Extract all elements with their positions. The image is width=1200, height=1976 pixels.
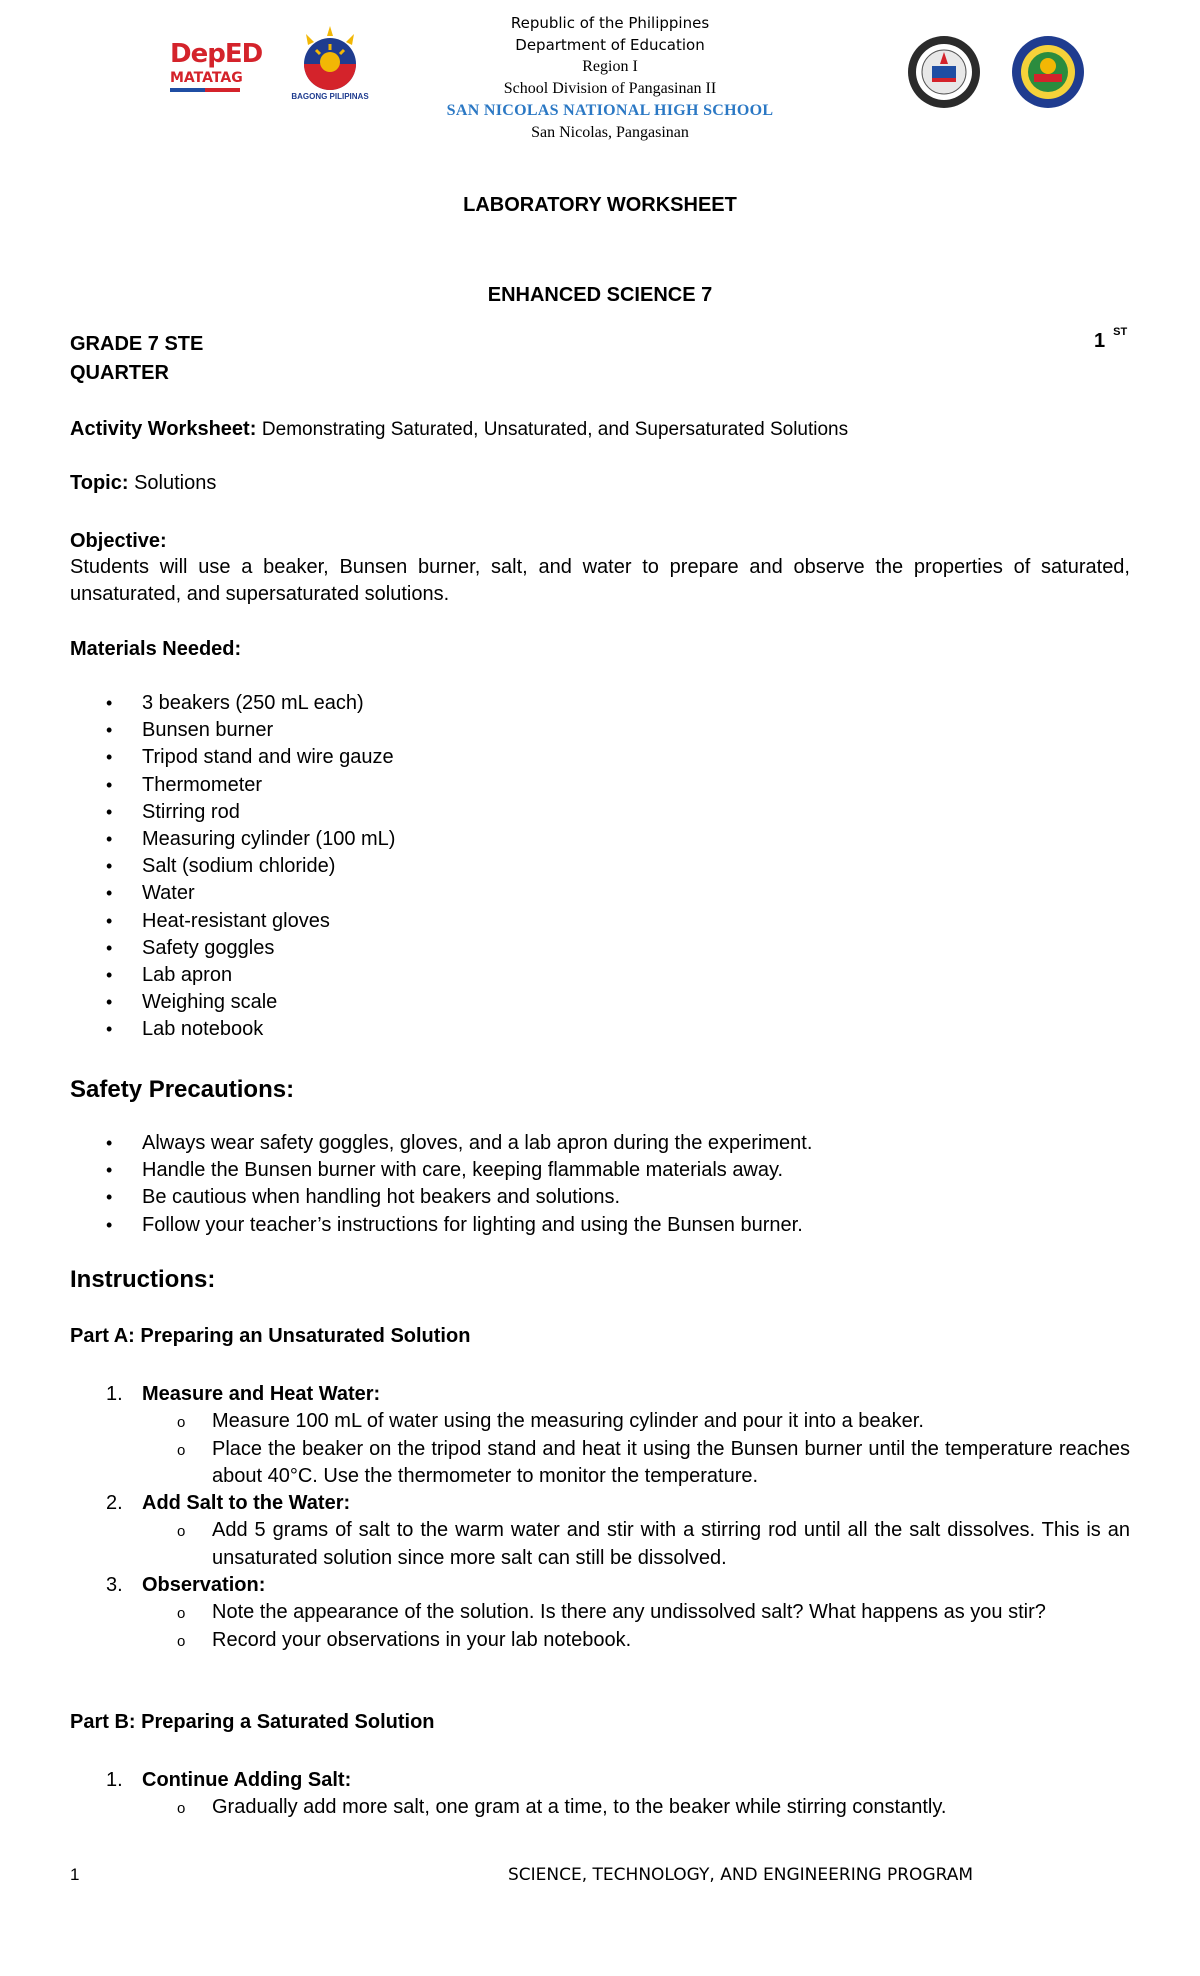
list-item: • Water — [70, 880, 1130, 907]
snnhs-seal — [906, 34, 982, 110]
worksheet-title: LABORATORY WORKSHEET — [463, 194, 737, 216]
instructions-heading: Instructions: — [70, 1266, 216, 1293]
list-item: • Tripod stand and wire gauze — [70, 744, 1130, 771]
header-republic: Republic of the Philippines — [510, 14, 710, 32]
quarter-suffix: ST — [1113, 326, 1128, 339]
pangasinan-division-seal — [1010, 34, 1086, 110]
matatag-underline — [170, 88, 240, 92]
list-item: • Always wear safety goggles, gloves, and a lab apron during the experiment. — [70, 1130, 1130, 1157]
part-b-heading: Part B: Preparing a Saturated Solution — [70, 1711, 435, 1733]
sub-step: o Gradually add more salt, one gram at a time, to the beaker while stirring constantly. — [70, 1794, 1130, 1821]
bagong-pilipinas-label: BAGONG PILIPINAS — [291, 92, 369, 101]
grade-label: GRADE 7 STE — [70, 333, 204, 355]
safety-list — [70, 1130, 1130, 1239]
list-item: • Be cautious when handling hot beakers and solutions. — [70, 1184, 1130, 1211]
deped-logo-text: DepED — [170, 39, 263, 69]
bagong-pilipinas-emblem-icon — [288, 24, 372, 94]
list-item: • 3 beakers (250 mL each) — [70, 690, 1130, 717]
part-a-heading: Part A: Preparing an Unsaturated Solution — [70, 1325, 471, 1347]
list-item: • Bunsen burner — [70, 717, 1130, 744]
header-region: Region I — [582, 58, 638, 75]
list-item: • Lab notebook — [70, 1016, 1130, 1043]
list-item: • Salt (sodium chloride) — [70, 853, 1130, 880]
step-title: Continue Adding Salt: — [142, 1769, 352, 1791]
quarter-label: QUARTER — [70, 362, 169, 384]
list-item: • Weighing scale — [70, 989, 1130, 1016]
sub-step: o Measure 100 mL of water using the measuring cylinder and pour it into a beaker. — [70, 1408, 1130, 1435]
division-seal-icon — [1010, 34, 1086, 110]
activity-value: Demonstrating Saturated, Unsaturated, and Supersaturated Solutions — [261, 419, 849, 440]
header-division: School Division of Pangasinan II — [503, 80, 717, 97]
document-header — [400, 12, 820, 144]
list-item: • Lab apron — [70, 962, 1130, 989]
topic-line — [70, 470, 1130, 497]
step-item: 3. Observation: — [106, 1574, 266, 1597]
list-item: • Thermometer — [70, 772, 1130, 799]
school-seal-icon — [906, 34, 982, 110]
topic-label: Topic: — [70, 472, 129, 494]
materials-label: Materials Needed: — [70, 638, 242, 660]
step-title: Add Salt to the Water: — [142, 1492, 351, 1515]
list-item: • Measuring cylinder (100 mL) — [70, 826, 1130, 853]
footer-page-number: 1 — [70, 1865, 80, 1884]
matatag-logo-text: MATATAG — [170, 70, 243, 86]
sub-step: o Place the beaker on the tripod stand and heat it using the Bunsen burner until the temperature reaches about 40°C. Use the thermometer to monitor the temperature. — [70, 1436, 1130, 1491]
part-b-steps — [70, 1767, 1130, 1822]
step-title: Observation: — [142, 1574, 266, 1597]
safety-heading: Safety Precautions: — [70, 1076, 295, 1103]
subject-title: ENHANCED SCIENCE 7 — [487, 284, 713, 306]
deped-matatag-logo — [170, 39, 263, 100]
bagong-pilipinas-logo — [288, 24, 372, 108]
objective-label: Objective: — [70, 530, 167, 552]
part-a-steps — [70, 1381, 1130, 1654]
grade-block — [70, 330, 203, 388]
step-item: 1. Measure and Heat Water: — [106, 1383, 381, 1405]
step-item: 2. Add Salt to the Water: — [106, 1492, 351, 1515]
list-item: • Stirring rod — [70, 799, 1130, 826]
list-item: • Safety goggles — [70, 935, 1130, 962]
header-department: Department of Education — [515, 36, 705, 54]
sub-step: o Note the appearance of the solution. Is there any undissolved salt? What happens as you stir? — [70, 1599, 1130, 1626]
list-item: • Handle the Bunsen burner with care, keeping flammable materials away. — [70, 1157, 1130, 1184]
objective-text: Students will use a beaker, Bunsen burner, salt, and water to prepare and observe the properties of saturated, unsaturated, and supersaturated solutions. — [70, 556, 1130, 605]
header-school-name: SAN NICOLAS NATIONAL HIGH SCHOOL — [446, 102, 774, 119]
sub-step: o Add 5 grams of salt to the warm water and stir with a stirring rod until all the salt dissolves. This is an unsaturated solution since more salt can still be dissolved. — [70, 1517, 1130, 1572]
activity-line — [70, 416, 1130, 443]
activity-label: Activity Worksheet: — [70, 418, 257, 440]
header-place: San Nicolas, Pangasinan — [531, 124, 689, 141]
list-item: • Heat-resistant gloves — [70, 908, 1130, 935]
step-title: Measure and Heat Water: — [142, 1383, 381, 1405]
materials-list — [70, 690, 1130, 1044]
step-item: 1. Continue Adding Salt: — [106, 1769, 352, 1791]
quarter-number: 1 $^{ST}$ — [1094, 326, 1128, 352]
topic-value: Solutions — [134, 472, 217, 494]
list-item: • Follow your teacher’s instructions for lighting and using the Bunsen burner. — [70, 1212, 1130, 1239]
sub-step: o Record your observations in your lab notebook. — [70, 1627, 1130, 1654]
footer-program: SCIENCE, TECHNOLOGY, AND ENGINEERING PROGRAM — [508, 1865, 974, 1885]
